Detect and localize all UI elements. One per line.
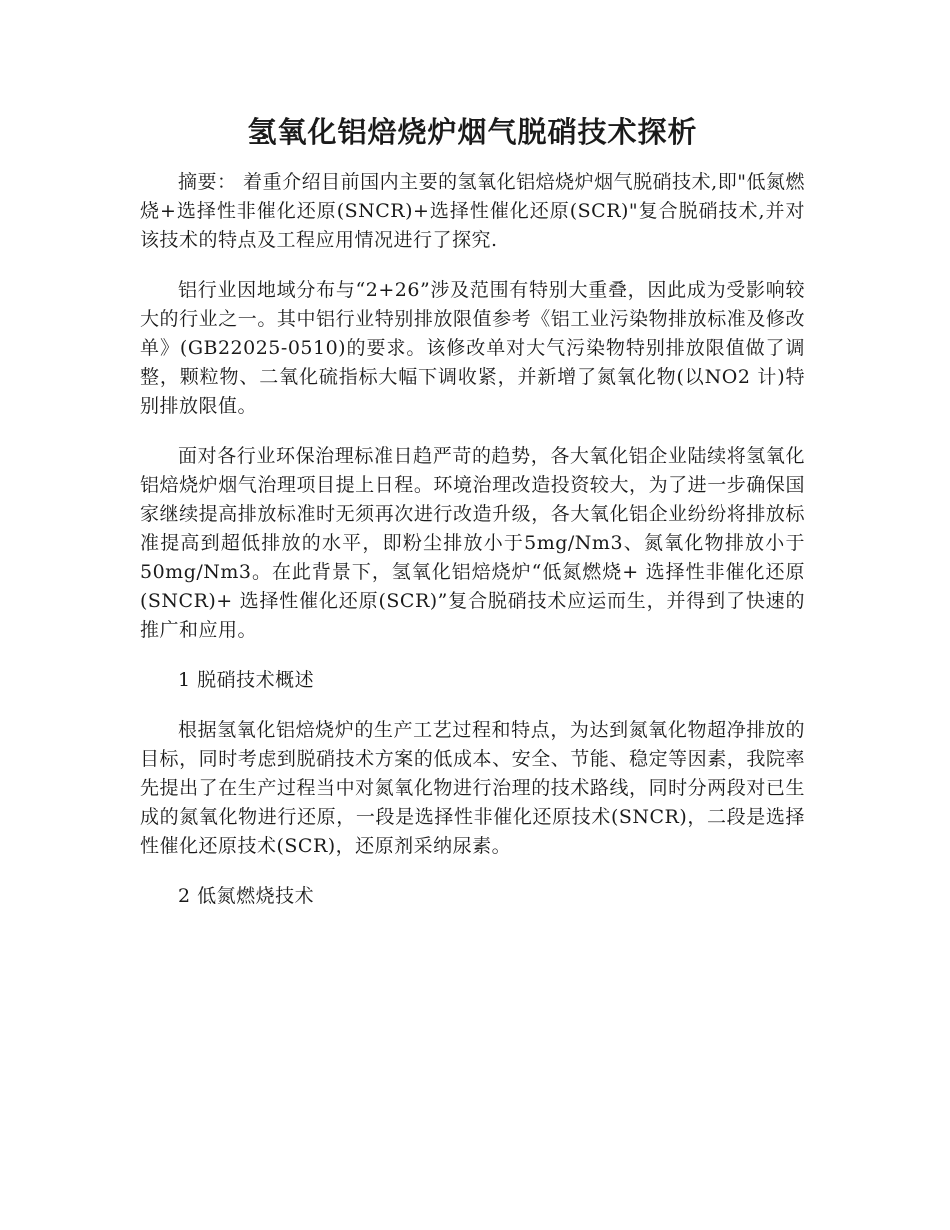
section-heading-1: 1 脱硝技术概述 bbox=[178, 669, 315, 691]
section-1-body: 根据氢氧化铝焙烧炉的生产工艺过程和特点，为达到氮氧化物超净排放的目标，同时考虑到脱硝技术方案的低成本、安全、节能、稳定等因素，我院率先提出了在生产过程当中对氮氧化物进行治理的技术路线，同时分两段对已生成的氮氧化物进行还原，一段是选择性非催化还原技术(SNCR)，二段是选择性催化还原技术(SCR)，还原剂采纳尿素。 bbox=[140, 719, 805, 857]
document-title: 氢氧化铝焙烧炉烟气脱硝技术探析 bbox=[247, 115, 698, 149]
document-page bbox=[140, 108, 805, 932]
abstract-paragraph: 摘要： 着重介绍目前国内主要的氢氧化铝焙烧炉烟气脱硝技术,即"低氮燃烧+选择性非催化还原(SNCR)+选择性催化还原(SCR)"复合脱硝技术,并对该技术的特点及工程应用情况进行了探究. bbox=[140, 171, 805, 251]
section-heading-2: 2 低氮燃烧技术 bbox=[178, 885, 315, 907]
body-paragraph-2: 面对各行业环保治理标准日趋严苛的趋势，各大氧化铝企业陆续将氢氧化铝焙烧炉烟气治理项目提上日程。环境治理改造投资较大，为了进一步确保国家继续提高排放标准时无须再次进行改造升级，各大氧化铝企业纷纷将排放标准提高到超低排放的水平，即粉尘排放小于5mg/Nm3、氮氧化物排放小于50mg/Nm3。在此背景下，氢氧化铝焙烧炉“低氮燃烧+ 选择性非催化还原(SNCR)+ 选择性催化还原(SCR)”复合脱硝技术应运而生，并得到了快速的推广和应用。 bbox=[140, 445, 805, 641]
body-paragraph-1: 铝行业因地域分布与“2+26”涉及范围有特别大重叠，因此成为受影响较大的行业之一。其中铝行业特别排放限值参考《铝工业污染物排放标准及修改单》(GB22025-0510)的要求。该修改单对大气污染物特别排放限值做了调整，颗粒物、二氧化硫指标大幅下调收紧，并新增了氮氧化物(以NO2 计)特别排放限值。 bbox=[140, 279, 805, 417]
